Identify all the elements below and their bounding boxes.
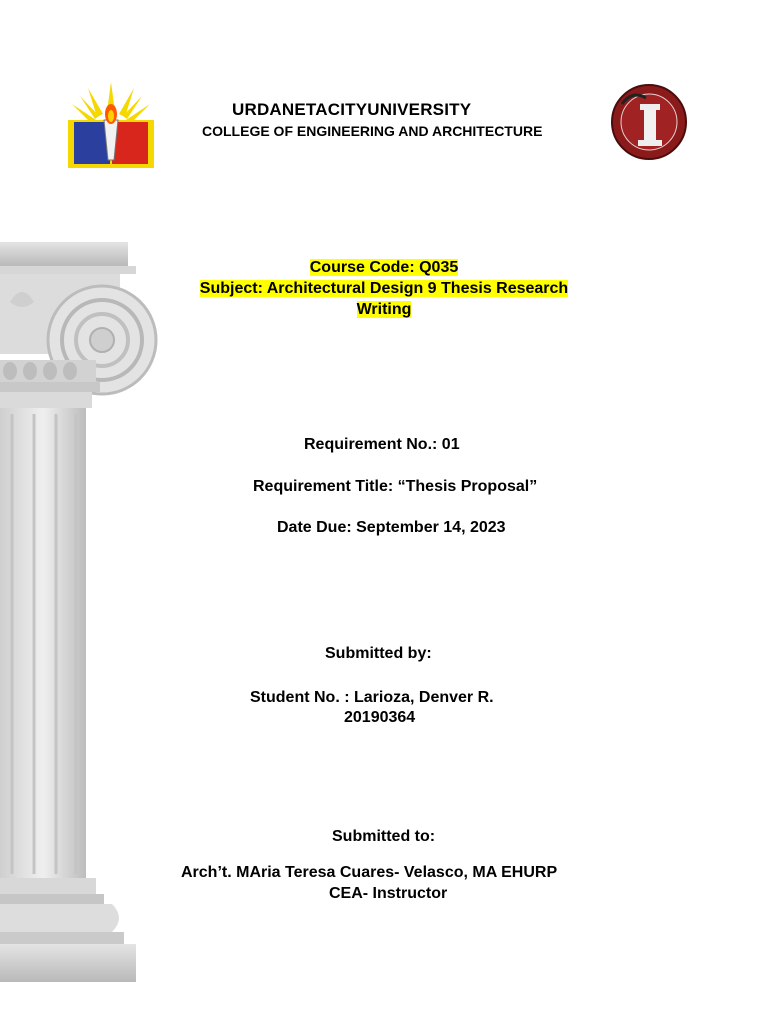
- university-name: URDANETACITYUNIVERSITY: [232, 100, 472, 119]
- instructor-name: Arch’t. MAria Teresa Cuares- Velasco, MA EHURP: [181, 864, 558, 881]
- requirement-title: Requirement Title: “Thesis Proposal”: [253, 478, 538, 495]
- requirement-number: Requirement No.: 01: [304, 436, 460, 453]
- student-number: 20190364: [344, 709, 416, 726]
- student-line: Student No. : Larioza, Denver R.: [250, 689, 494, 706]
- subject-line-1: Subject: Architectural Design 9 Thesis Research: [199, 280, 569, 297]
- course-code: Course Code: Q035: [309, 259, 459, 276]
- university-torch-logo: [68, 82, 154, 168]
- submitted-by-label: Submitted by:: [325, 645, 432, 662]
- subject-line-2: Writing: [356, 301, 412, 318]
- college-name: COLLEGE OF ENGINEERING AND ARCHITECTURE: [202, 123, 543, 139]
- college-seal-logo: [610, 82, 688, 162]
- ionic-column-image: [0, 242, 170, 987]
- submitted-to-label: Submitted to:: [332, 828, 436, 845]
- course-info: [0, 257, 768, 320]
- instructor-role: CEA- Instructor: [329, 885, 448, 902]
- date-due: Date Due: September 14, 2023: [277, 519, 506, 536]
